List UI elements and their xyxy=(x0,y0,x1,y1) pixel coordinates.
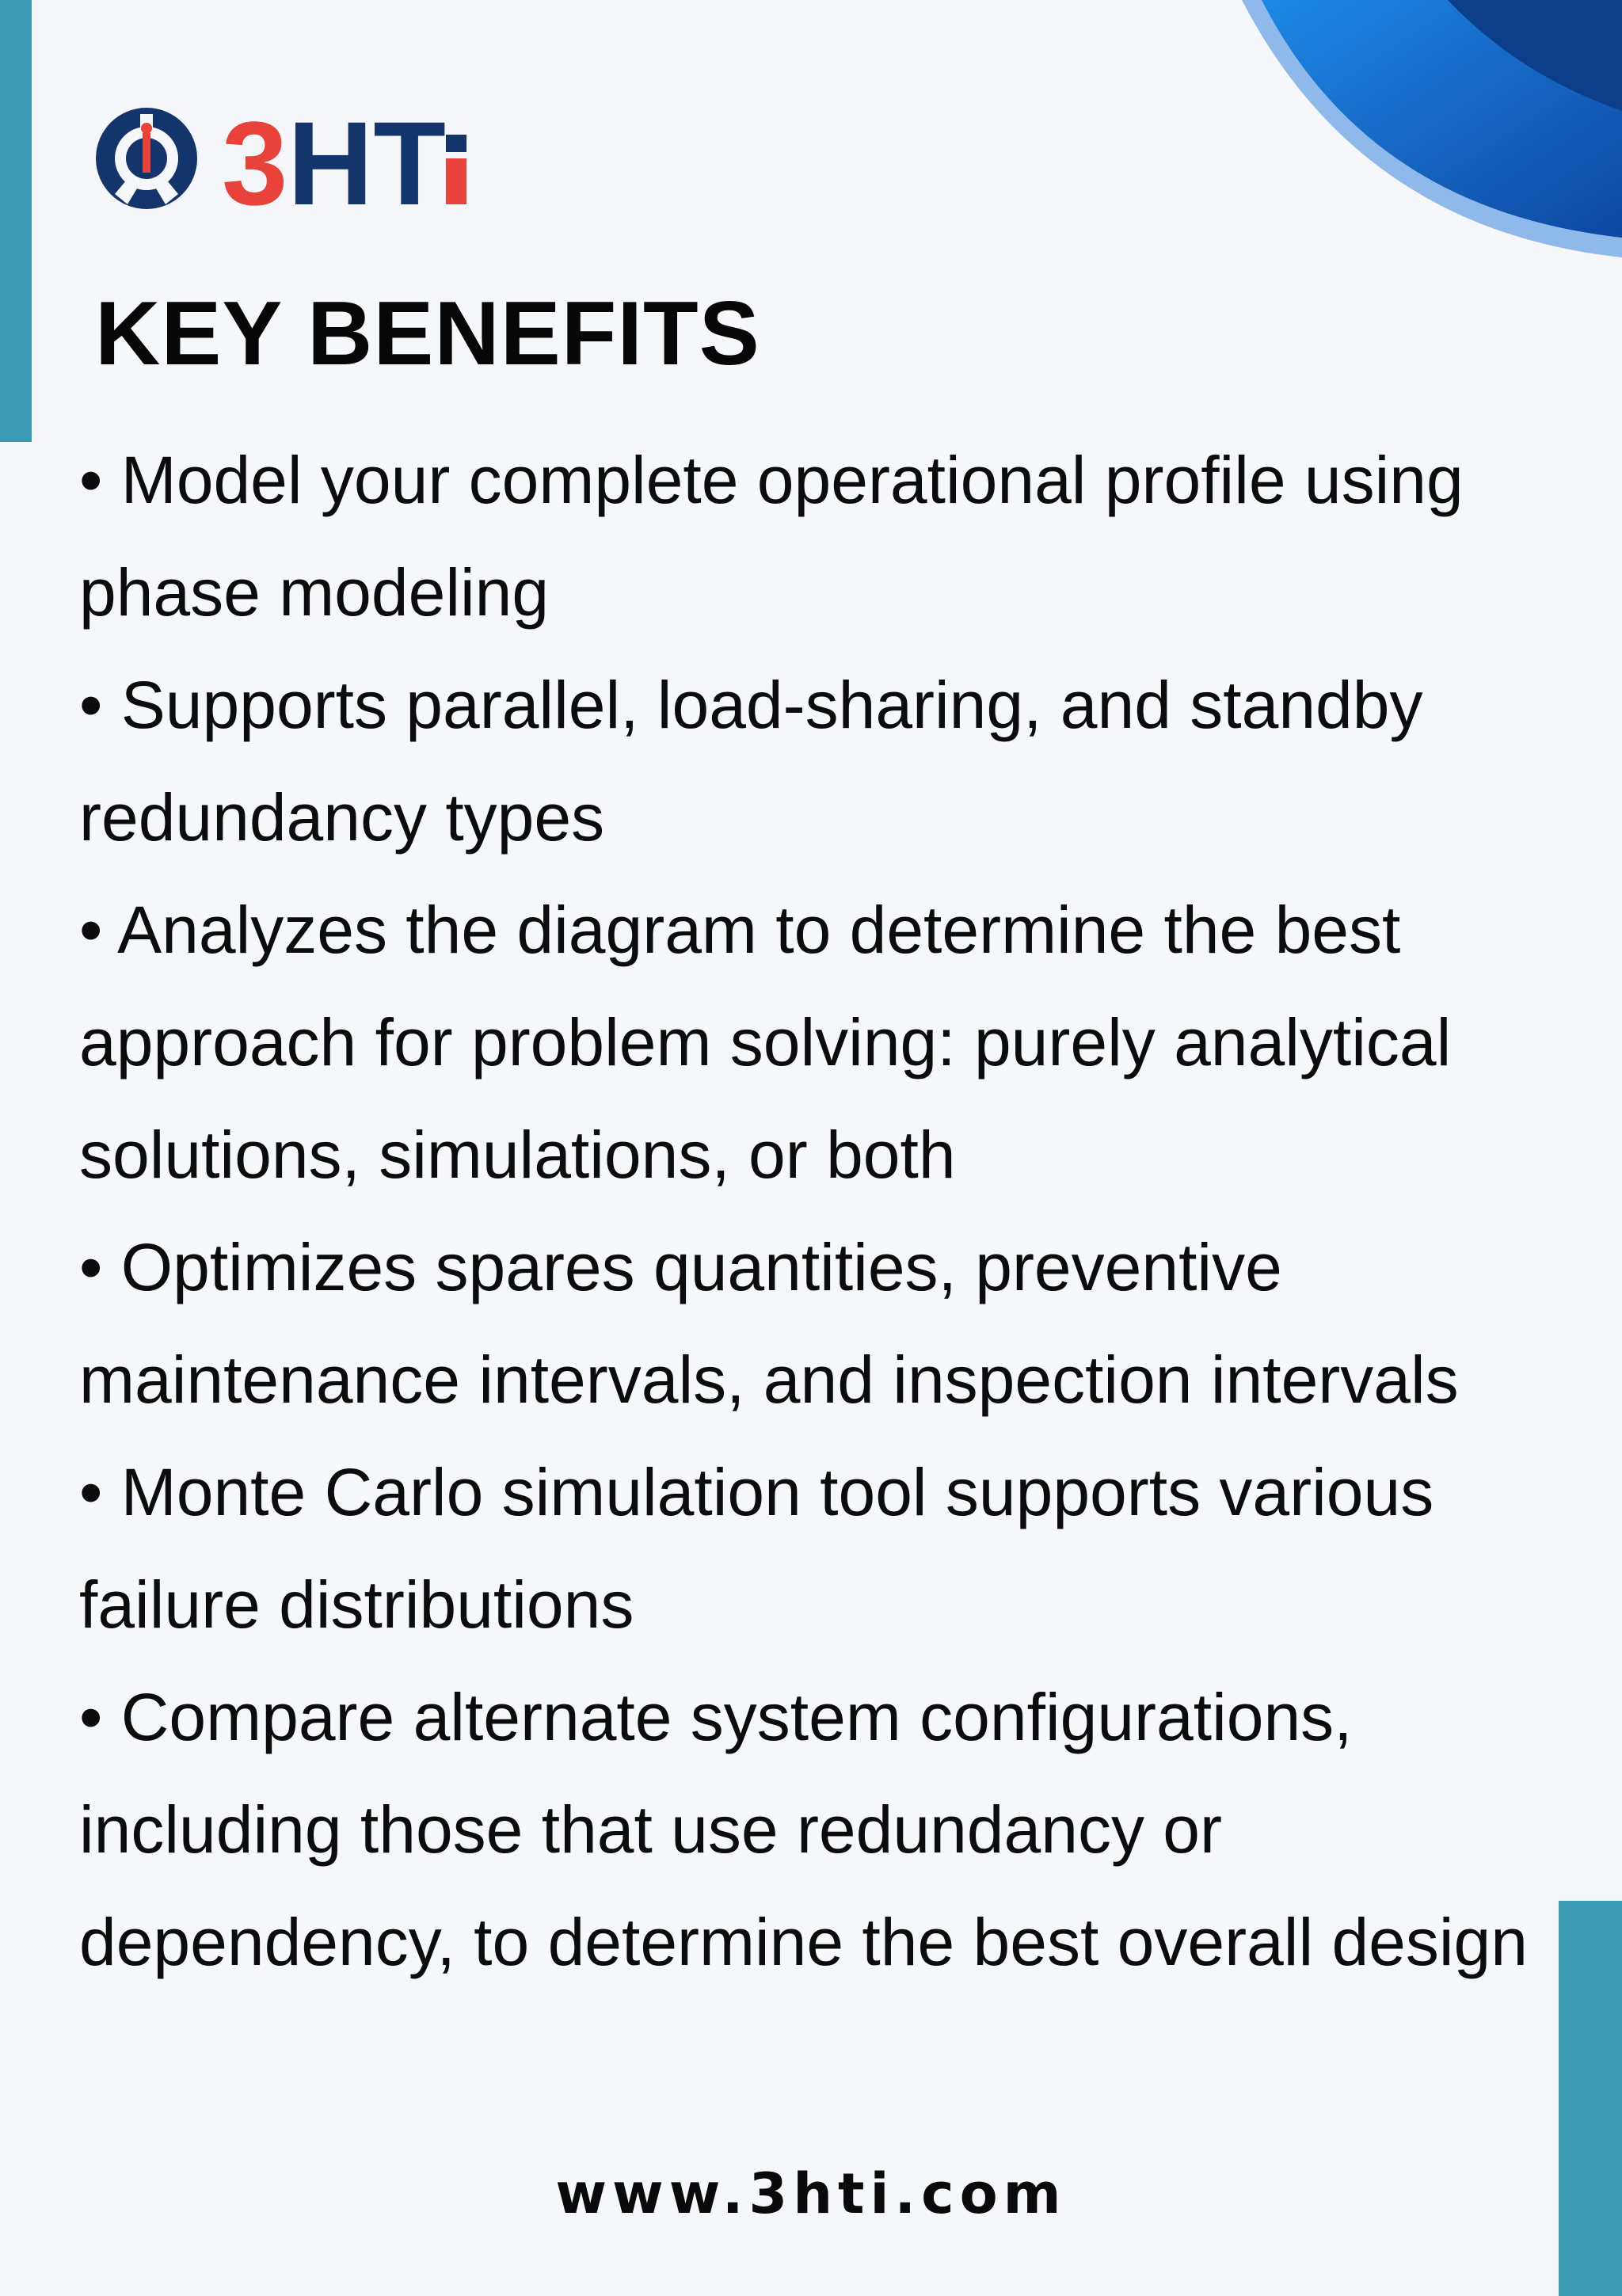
left-accent-bar xyxy=(0,0,32,442)
bullet-icon: • xyxy=(79,1680,103,1754)
list-item xyxy=(79,1661,1584,1998)
page-title: KEY BENEFITS xyxy=(95,284,760,384)
benefit-text: Supports parallel, load-sharing, and standby redundancy types xyxy=(79,668,1423,855)
company-logo xyxy=(91,103,479,214)
website-link[interactable]: www.3hti.com xyxy=(555,2161,1067,2226)
bullet-icon: • xyxy=(79,1455,103,1529)
corner-decoration xyxy=(1210,0,1622,261)
logo-digit: 3 xyxy=(222,103,288,214)
benefit-text: Model your complete operational profile using phase modeling xyxy=(79,443,1464,630)
bullet-icon: • xyxy=(79,668,103,742)
benefit-text: Compare alternate system configurations, including those that use redundancy or dependency, to determine the best overall design xyxy=(79,1680,1528,1979)
list-item xyxy=(79,1211,1584,1436)
benefit-text: Optimizes spares quantities, preventive maintenance intervals, and inspection intervals xyxy=(79,1230,1459,1417)
list-item xyxy=(79,649,1584,874)
list-item xyxy=(79,424,1584,649)
benefit-text: Monte Carlo simulation tool supports various failure distributions xyxy=(79,1455,1434,1642)
logo-letters: HT xyxy=(287,103,446,214)
list-item xyxy=(79,1436,1584,1661)
bullet-icon: • xyxy=(79,443,103,517)
benefit-text: Analyzes the diagram to determine the best approach for problem solving: purely analytical solutions, simulations, or both xyxy=(79,893,1452,1192)
bullet-icon: • xyxy=(79,893,103,967)
logo-emblem-icon xyxy=(96,108,197,209)
list-item xyxy=(79,874,1584,1211)
bullet-icon: • xyxy=(79,1230,103,1304)
benefits-list xyxy=(79,424,1584,1998)
